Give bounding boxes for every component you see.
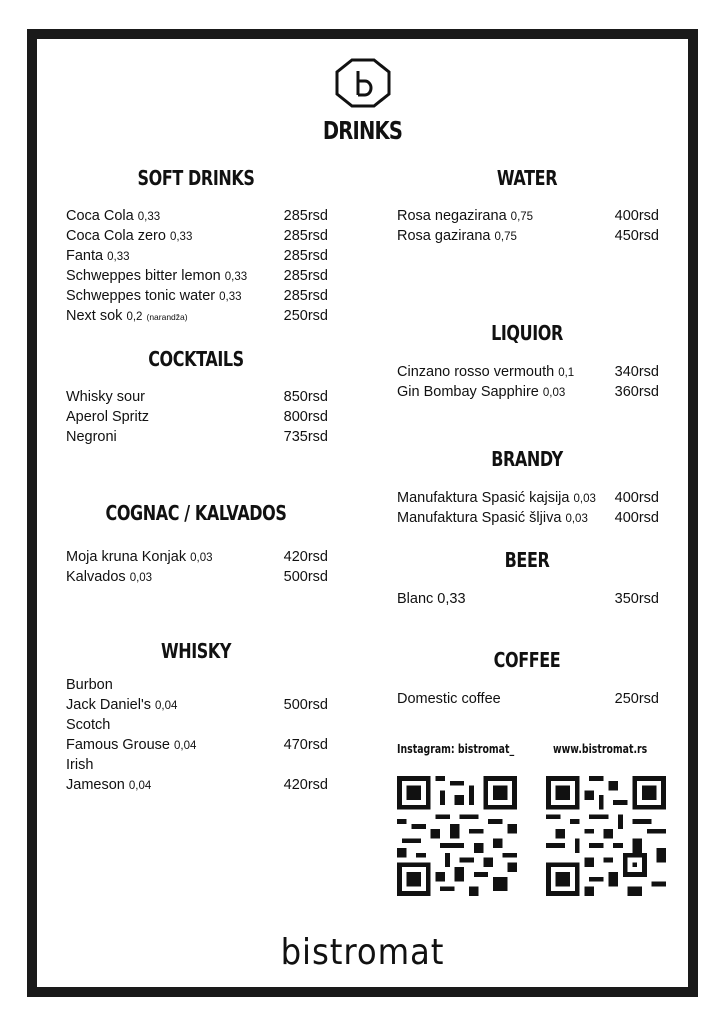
item-name: Famous Grouse [66,737,170,753]
item-price: 470rsd [283,737,328,753]
item-name: Next sok [66,308,123,324]
menu-item [66,286,328,306]
menu-item [397,589,659,609]
item-price: 360rsd [614,384,659,400]
item-volume: 0,03 [129,572,153,584]
item-name: Manufaktura Spasić šljiva [397,510,562,526]
menu-item [66,567,328,587]
menu-item [66,266,328,286]
item-name: Aperol Spritz [66,409,150,425]
item-volume: 0,2 [126,311,143,323]
item-name: Kalvados [66,569,126,585]
frame-corner-top-left [27,29,67,69]
menu-item [66,735,328,755]
item-name: Coca Cola [66,208,134,224]
item-price: 500rsd [283,569,328,585]
item-name: Whisky sour [66,389,145,405]
section-title-beer: BEER [504,548,550,572]
item-volume: 0,33 [219,291,242,303]
item-name: Manufaktura Spasić kajsija [397,490,570,506]
website-link[interactable]: www.bistromat.rs [553,742,648,756]
item-name: Fanta [66,248,104,264]
section-title-brandy: BRANDY [491,447,563,471]
item-volume: 0,04 [155,700,178,712]
section-title-water: WATER [496,166,558,190]
item-price: 850rsd [283,389,328,405]
item-volume: 0,33 [107,251,130,263]
menu-item [397,382,659,402]
item-price: 735rsd [283,429,328,445]
item-volume: 0,33 [224,271,248,283]
item-name: Rosa gazirana [397,228,491,244]
item-volume: 0,04 [128,780,152,792]
menu-item [66,695,328,715]
item-volume: 0,03 [190,552,213,564]
item-price: 250rsd [614,691,659,707]
item-name: Moja kruna Konjak [66,549,187,565]
item-volume: 0,03 [565,513,588,525]
item-price: 500rsd [283,697,328,713]
item-note: (narandža) [146,312,188,322]
section-title-cognac: COGNAC / KALVADOS [105,501,287,525]
whisky-group-label: Irish [66,757,94,773]
item-price: 250rsd [283,308,328,324]
item-name: Gin Bombay Sapphire [397,384,539,400]
menu-item [397,226,659,246]
item-name: Jameson [66,777,125,793]
item-name: Cinzano rosso vermouth [397,364,555,380]
section-title-coffee: COFFEE [493,648,561,672]
brand-wordmark: bistromat [280,932,445,973]
item-price: 350rsd [614,591,659,607]
item-price: 285rsd [283,268,328,284]
menu-item [66,226,328,246]
item-price: 400rsd [614,490,659,506]
item-price: 420rsd [283,549,328,565]
page-title: DRINKS [322,116,403,145]
menu-item [66,547,328,567]
qr-code-icon[interactable] [397,776,517,896]
item-price: 800rsd [283,409,328,425]
item-price: 285rsd [283,248,328,264]
menu-item [66,775,328,795]
item-price: 285rsd [283,228,328,244]
menu-item [66,306,328,326]
section-title-liquior: LIQUIOR [491,321,563,345]
whisky-group-label: Burbon [66,677,113,693]
menu-item [397,488,659,508]
menu-item [397,206,659,226]
qr-code-icon[interactable] [546,776,666,896]
section-title-soft-drinks: SOFT DRINKS [137,166,255,190]
item-name: Jack Daniel's [66,697,151,713]
item-price: 420rsd [283,777,328,793]
item-volume: 0,33 [169,231,193,243]
item-volume: 0,75 [510,211,534,223]
menu-item [66,407,328,427]
item-name: Coca Cola zero [66,228,166,244]
item-volume: 0,03 [573,493,596,505]
menu-item [66,246,328,266]
item-name: Rosa negazirana [397,208,507,224]
item-volume: 0,03 [542,387,566,399]
instagram-handle[interactable]: Instagram: bistromat_ [397,742,515,756]
frame-corner-top-right [658,29,698,69]
item-price: 285rsd [283,288,328,304]
menu-item [66,427,328,447]
whisky-group-label: Scotch [66,717,111,733]
menu-item [397,508,659,528]
b-letter-octagon-logo-icon [334,58,392,108]
section-title-whisky: WHISKY [160,639,232,663]
menu-item [397,362,659,382]
item-price: 400rsd [614,208,659,224]
menu-item [66,387,328,407]
item-price: 450rsd [614,228,659,244]
item-name: Schweppes bitter lemon [66,268,221,284]
menu-item [397,689,659,709]
item-volume: 0,75 [494,231,517,243]
section-title-cocktails: COCKTAILS [148,347,244,371]
item-name: Negroni [66,429,117,445]
item-name: Blanc 0,33 [397,591,466,607]
item-name: Domestic coffee [397,691,501,707]
item-volume: 0,04 [174,740,197,752]
menu-item [66,206,328,226]
item-name: Schweppes tonic water [66,288,216,304]
item-volume: 0,33 [137,211,161,223]
item-price: 340rsd [614,364,659,380]
item-price: 285rsd [283,208,328,224]
item-price: 400rsd [614,510,659,526]
item-volume: 0,1 [558,367,575,379]
